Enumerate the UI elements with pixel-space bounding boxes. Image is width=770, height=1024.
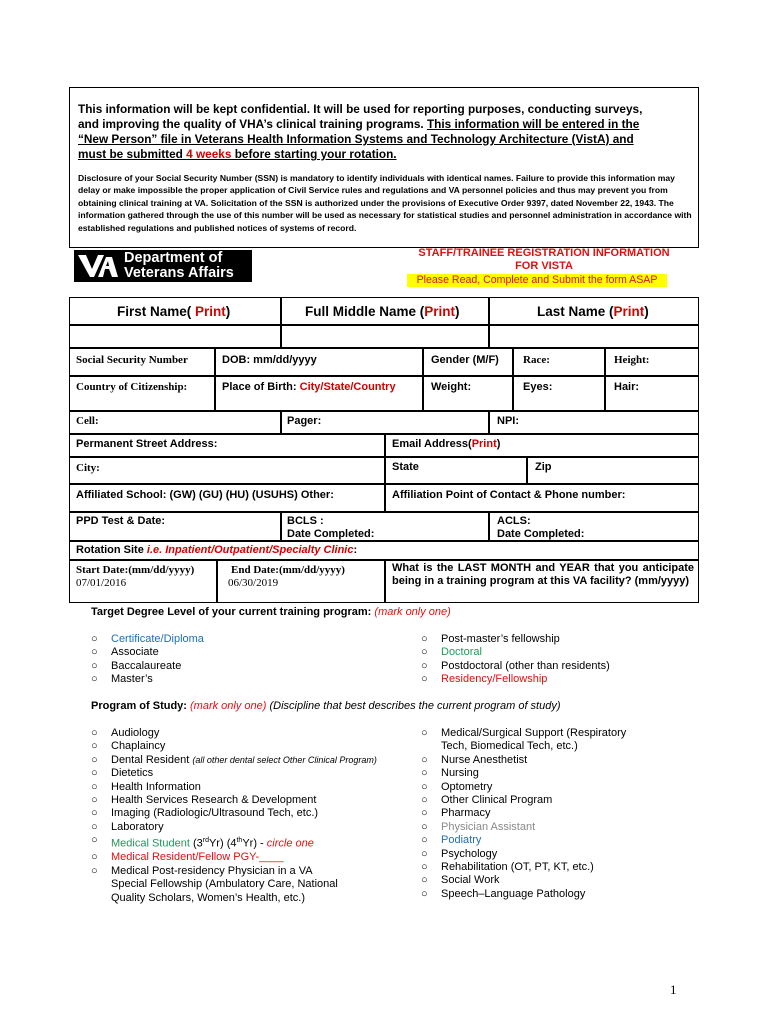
- confidential-line: must be submitted 4 weeks before starting your rotation.: [78, 147, 397, 161]
- last-name-header: Last Name (Print): [489, 297, 699, 325]
- study-option[interactable]: ○ Speech–Language Pathology: [421, 887, 586, 900]
- page-number: 1: [670, 982, 677, 997]
- radio-circle-icon: ○: [91, 851, 98, 864]
- radio-circle-icon: ○: [421, 834, 428, 847]
- va-logo: [74, 250, 252, 282]
- confidential-notice: [78, 102, 693, 162]
- radio-circle-icon: ○: [421, 820, 428, 833]
- radio-circle-icon: ○: [421, 767, 428, 780]
- radio-circle-icon: ○: [91, 767, 98, 780]
- study-option[interactable]: ○ Other Clinical Program: [421, 794, 553, 807]
- study-options-left: [91, 727, 377, 905]
- radio-circle-icon: ○: [91, 659, 98, 672]
- radio-circle-icon: ○: [91, 633, 98, 645]
- middle-name-field[interactable]: [281, 325, 489, 348]
- radio-circle-icon: ○: [91, 753, 98, 766]
- confidential-line: “New Person” file in Veterans Health Information Systems and Technology Architecture (VistA) and: [78, 132, 634, 146]
- study-option[interactable]: ○ Medical Resident/Fellow PGY-____: [91, 851, 284, 864]
- race-field[interactable]: Race:: [513, 348, 605, 376]
- radio-circle-icon: ○: [421, 861, 428, 874]
- ssn-field[interactable]: Social Security Number: [69, 348, 215, 376]
- registration-title: STAFF/TRAINEE REGISTRATION INFORMATION FOR VISTA: [418, 247, 670, 272]
- last-name-field[interactable]: [489, 325, 699, 348]
- study-option[interactable]: ○ Dental Resident (all other dental select Other Clinical Program): [91, 753, 377, 766]
- citizenship-field[interactable]: Country of Citizenship:: [69, 376, 215, 411]
- start-date-field[interactable]: Start Date:(mm/dd/yyyy) 07/01/2016: [69, 560, 217, 603]
- study-option[interactable]: ○ Dietetics: [91, 767, 154, 780]
- bcls-field[interactable]: BCLS : Date Completed:: [281, 512, 489, 541]
- study-option[interactable]: ○ Optometry: [421, 780, 493, 793]
- study-options-right: [421, 727, 626, 901]
- zip-field[interactable]: Zip: [527, 457, 699, 484]
- first-name-header: First Name( Print): [69, 297, 281, 325]
- study-option[interactable]: ○ Medical Post-residency Physician in a VA Special Fellowship (Ambulatory Care, National Quality Scholars, Women’s Health, etc.): [91, 864, 338, 904]
- email-field[interactable]: Email Address(Print): [385, 434, 699, 457]
- study-option[interactable]: ○ Pharmacy: [421, 807, 491, 820]
- radio-circle-icon: ○: [91, 794, 98, 807]
- radio-circle-icon: ○: [91, 673, 98, 686]
- last-month-field[interactable]: What is the LAST MONTH and YEAR that you anticipate being in a training program at this VA facility? (mm/yyyy): [385, 560, 699, 603]
- start-date-value: 07/01/2016: [76, 577, 127, 589]
- degree-option[interactable]: ○ Certificate/Diploma: [91, 633, 204, 645]
- radio-circle-icon: ○: [421, 633, 428, 645]
- radio-circle-icon: ○: [91, 780, 98, 793]
- radio-circle-icon: ○: [421, 659, 428, 672]
- study-option[interactable]: ○ Laboratory: [91, 820, 164, 833]
- study-option[interactable]: ○ Chaplaincy: [91, 740, 166, 753]
- degree-options-left: [91, 633, 204, 687]
- weight-field[interactable]: Weight:: [423, 376, 513, 411]
- degree-option[interactable]: ○ Master’s: [91, 673, 153, 686]
- radio-circle-icon: ○: [91, 727, 98, 739]
- eyes-field[interactable]: Eyes:: [513, 376, 605, 411]
- radio-circle-icon: ○: [91, 834, 98, 847]
- ppd-test-field[interactable]: PPD Test & Date:: [69, 512, 281, 541]
- radio-circle-icon: ○: [91, 864, 98, 877]
- radio-circle-icon: ○: [421, 753, 428, 766]
- pager-field[interactable]: Pager:: [281, 411, 489, 434]
- rotation-site-field[interactable]: Rotation Site i.e. Inpatient/Outpatient/Specialty Clinic:: [69, 541, 699, 560]
- registration-note: Please Read, Complete and Submit the form ASAP: [407, 274, 667, 287]
- end-date-field[interactable]: End Date:(mm/dd/yyyy) 06/30/2019: [217, 560, 385, 603]
- study-option[interactable]: ○ Audiology: [91, 727, 160, 739]
- study-option[interactable]: ○ Imaging (Radiologic/Ultrasound Tech, etc.): [91, 807, 319, 820]
- degree-option[interactable]: ○ Postdoctoral (other than residents): [421, 659, 610, 672]
- radio-circle-icon: ○: [421, 887, 428, 900]
- study-option[interactable]: ○ Health Information: [91, 780, 201, 793]
- affiliation-contact-field[interactable]: Affiliation Point of Contact & Phone number:: [385, 484, 699, 512]
- radio-circle-icon: ○: [421, 646, 428, 659]
- radio-circle-icon: ○: [91, 807, 98, 820]
- npi-field[interactable]: NPI:: [489, 411, 699, 434]
- street-address-field[interactable]: Permanent Street Address:: [69, 434, 385, 457]
- ssn-disclosure: Disclosure of your Social Security Number (SSN) is mandatory to identify individuals with identical names. Failure to provide this information may delay or make impossible the proper application of Civil Service rules and regulations and VA personnel policies and thus may prevent you from obtaining clinical training at VA. Solicitation of the SSN is authorized under the provisions of Executive Order 9397, dated November 22, 1943. The information gathered through the use of this number will be used as necessary for statistical studies and personnel administration in accordance with established regulations and published notices of systems of record.: [78, 173, 692, 233]
- acls-field[interactable]: ACLS: Date Completed:: [489, 512, 699, 541]
- radio-circle-icon: ○: [421, 673, 428, 686]
- radio-circle-icon: ○: [91, 646, 98, 659]
- radio-circle-icon: ○: [91, 820, 98, 833]
- study-option[interactable]: ○ Nursing: [421, 767, 479, 780]
- middle-name-header: Full Middle Name (Print): [281, 297, 489, 325]
- va-logo-text: Department of Veterans Affairs: [124, 250, 234, 281]
- study-option[interactable]: ○ Social Work: [421, 874, 500, 887]
- va-emblem-icon: [78, 253, 118, 279]
- radio-circle-icon: ○: [421, 874, 428, 887]
- radio-circle-icon: ○: [421, 807, 428, 820]
- study-option[interactable]: ○ Nurse Anesthetist: [421, 753, 528, 766]
- study-option[interactable]: ○ Medical/Surgical Support (Respiratory Tech, Biomedical Tech, etc.): [421, 727, 627, 753]
- degree-options-right: [421, 633, 610, 687]
- degree-option[interactable]: ○ Residency/Fellowship: [421, 673, 548, 686]
- radio-circle-icon: ○: [421, 727, 428, 739]
- dob-field[interactable]: DOB: mm/dd/yyyy: [215, 348, 423, 376]
- study-option[interactable]: ○ Physician Assistant: [421, 820, 536, 833]
- first-name-field[interactable]: [69, 325, 281, 348]
- radio-circle-icon: ○: [421, 780, 428, 793]
- study-option[interactable]: ○ Psychology: [421, 847, 498, 860]
- place-of-birth-field[interactable]: Place of Birth: City/State/Country: [215, 376, 423, 411]
- end-date-value: 06/30/2019: [228, 577, 279, 589]
- confidential-line: This information will be kept confidential. It will be used for reporting purposes, conducting surveys,: [78, 102, 643, 116]
- study-heading: Program of Study: (mark only one) (Discipline that best describes the current program of study): [91, 700, 561, 712]
- radio-circle-icon: ○: [421, 847, 428, 860]
- height-field[interactable]: Height:: [605, 348, 699, 376]
- study-option[interactable]: ○ Podiatry: [421, 834, 482, 847]
- hair-field[interactable]: Hair:: [605, 376, 699, 411]
- degree-option[interactable]: ○ Doctoral: [421, 646, 482, 659]
- degree-option[interactable]: ○ Post-master’s fellowship: [421, 633, 560, 645]
- state-field[interactable]: State: [385, 457, 527, 484]
- gender-field[interactable]: Gender (M/F): [423, 348, 513, 376]
- degree-heading: Target Degree Level of your current training program: (mark only one): [91, 606, 451, 618]
- study-option[interactable]: ○ Medical Student (3rdYr) (4thYr) - circle one: [91, 834, 314, 850]
- degree-option[interactable]: ○ Associate: [91, 646, 159, 659]
- cell-phone-field[interactable]: Cell:: [69, 411, 281, 434]
- radio-circle-icon: ○: [91, 740, 98, 753]
- city-field[interactable]: City:: [69, 457, 385, 484]
- degree-option[interactable]: ○ Baccalaureate: [91, 659, 182, 672]
- affiliated-school-field[interactable]: Affiliated School: (GW) (GU) (HU) (USUHS) Other:: [69, 484, 385, 512]
- radio-circle-icon: ○: [421, 794, 428, 807]
- confidential-line: and improving the quality of VHA’s clinical training programs. This information will be entered in the: [78, 117, 640, 131]
- study-option[interactable]: ○ Rehabilitation (OT, PT, KT, etc.): [421, 861, 594, 874]
- study-option[interactable]: ○ Health Services Research & Development: [91, 794, 317, 807]
